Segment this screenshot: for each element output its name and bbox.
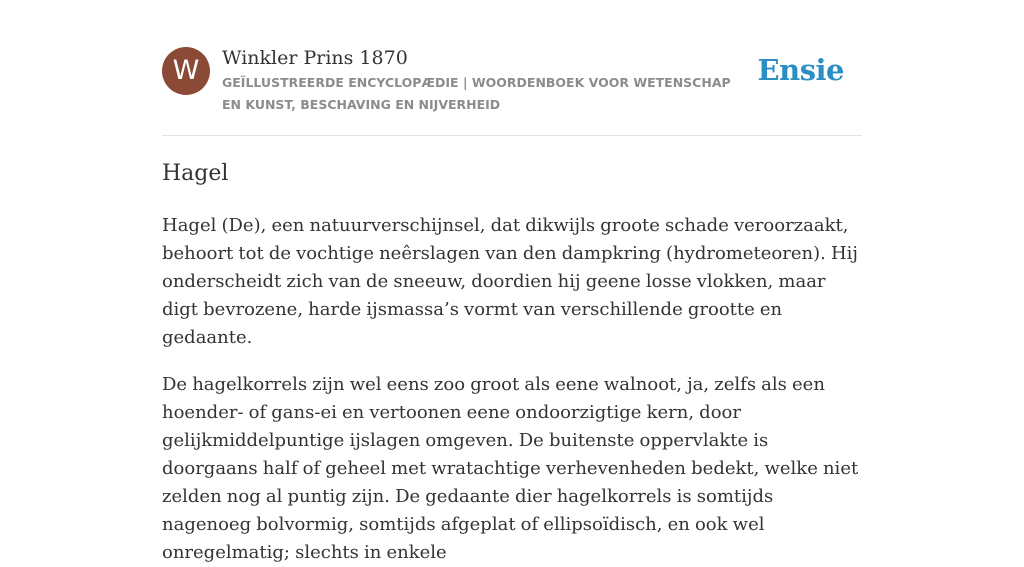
- source-subtitle: GEÏLLUSTREERDE ENCYCLOPÆDIE | WOORDENBOEK VOOR WETENSCHAP EN KUNST, BESCHAVING EN NIJVERHEID: [222, 75, 731, 112]
- article: [162, 158, 862, 567]
- source-avatar[interactable]: W: [162, 47, 210, 95]
- source-header: [162, 46, 862, 136]
- ensie-logo-link[interactable]: Ensie: [757, 53, 844, 87]
- source-title[interactable]: Winkler Prins 1870: [222, 47, 408, 69]
- article-title: Hagel: [162, 161, 229, 186]
- article-paragraph: De hagelkorrels zijn wel eens zoo groot als eene walnoot, ja, zelfs als een hoender- of gans-ei en vertoonen eene ondoorzigtige kern, door gelijkmiddelpuntige ijslagen omgeven. De buitenste oppervlakte is doorgaans half of geheel met wratachtige verhevenheden bedekt, welke niet zelden nog al puntig zijn. De gedaante dier hagelkorrels is somtijds nagenoeg bolvormig, somtijds afgeplat of ellipsoïdisch, en ook wel onregelmatig; slechts in enkele: [162, 374, 859, 563]
- article-paragraph: Hagel (De), een natuurverschijnsel, dat dikwijls groote schade veroorzaakt, behoort tot de vochtige neêrslagen van den dampkring (hydrometeoren). Hij onderscheidt zich van de sneeuw, doordien hij geene losse vlokken, maar digt bevrozene, harde ijsmassa’s vormt van verschillende grootte en gedaante.: [162, 215, 859, 348]
- header-divider: [162, 135, 862, 136]
